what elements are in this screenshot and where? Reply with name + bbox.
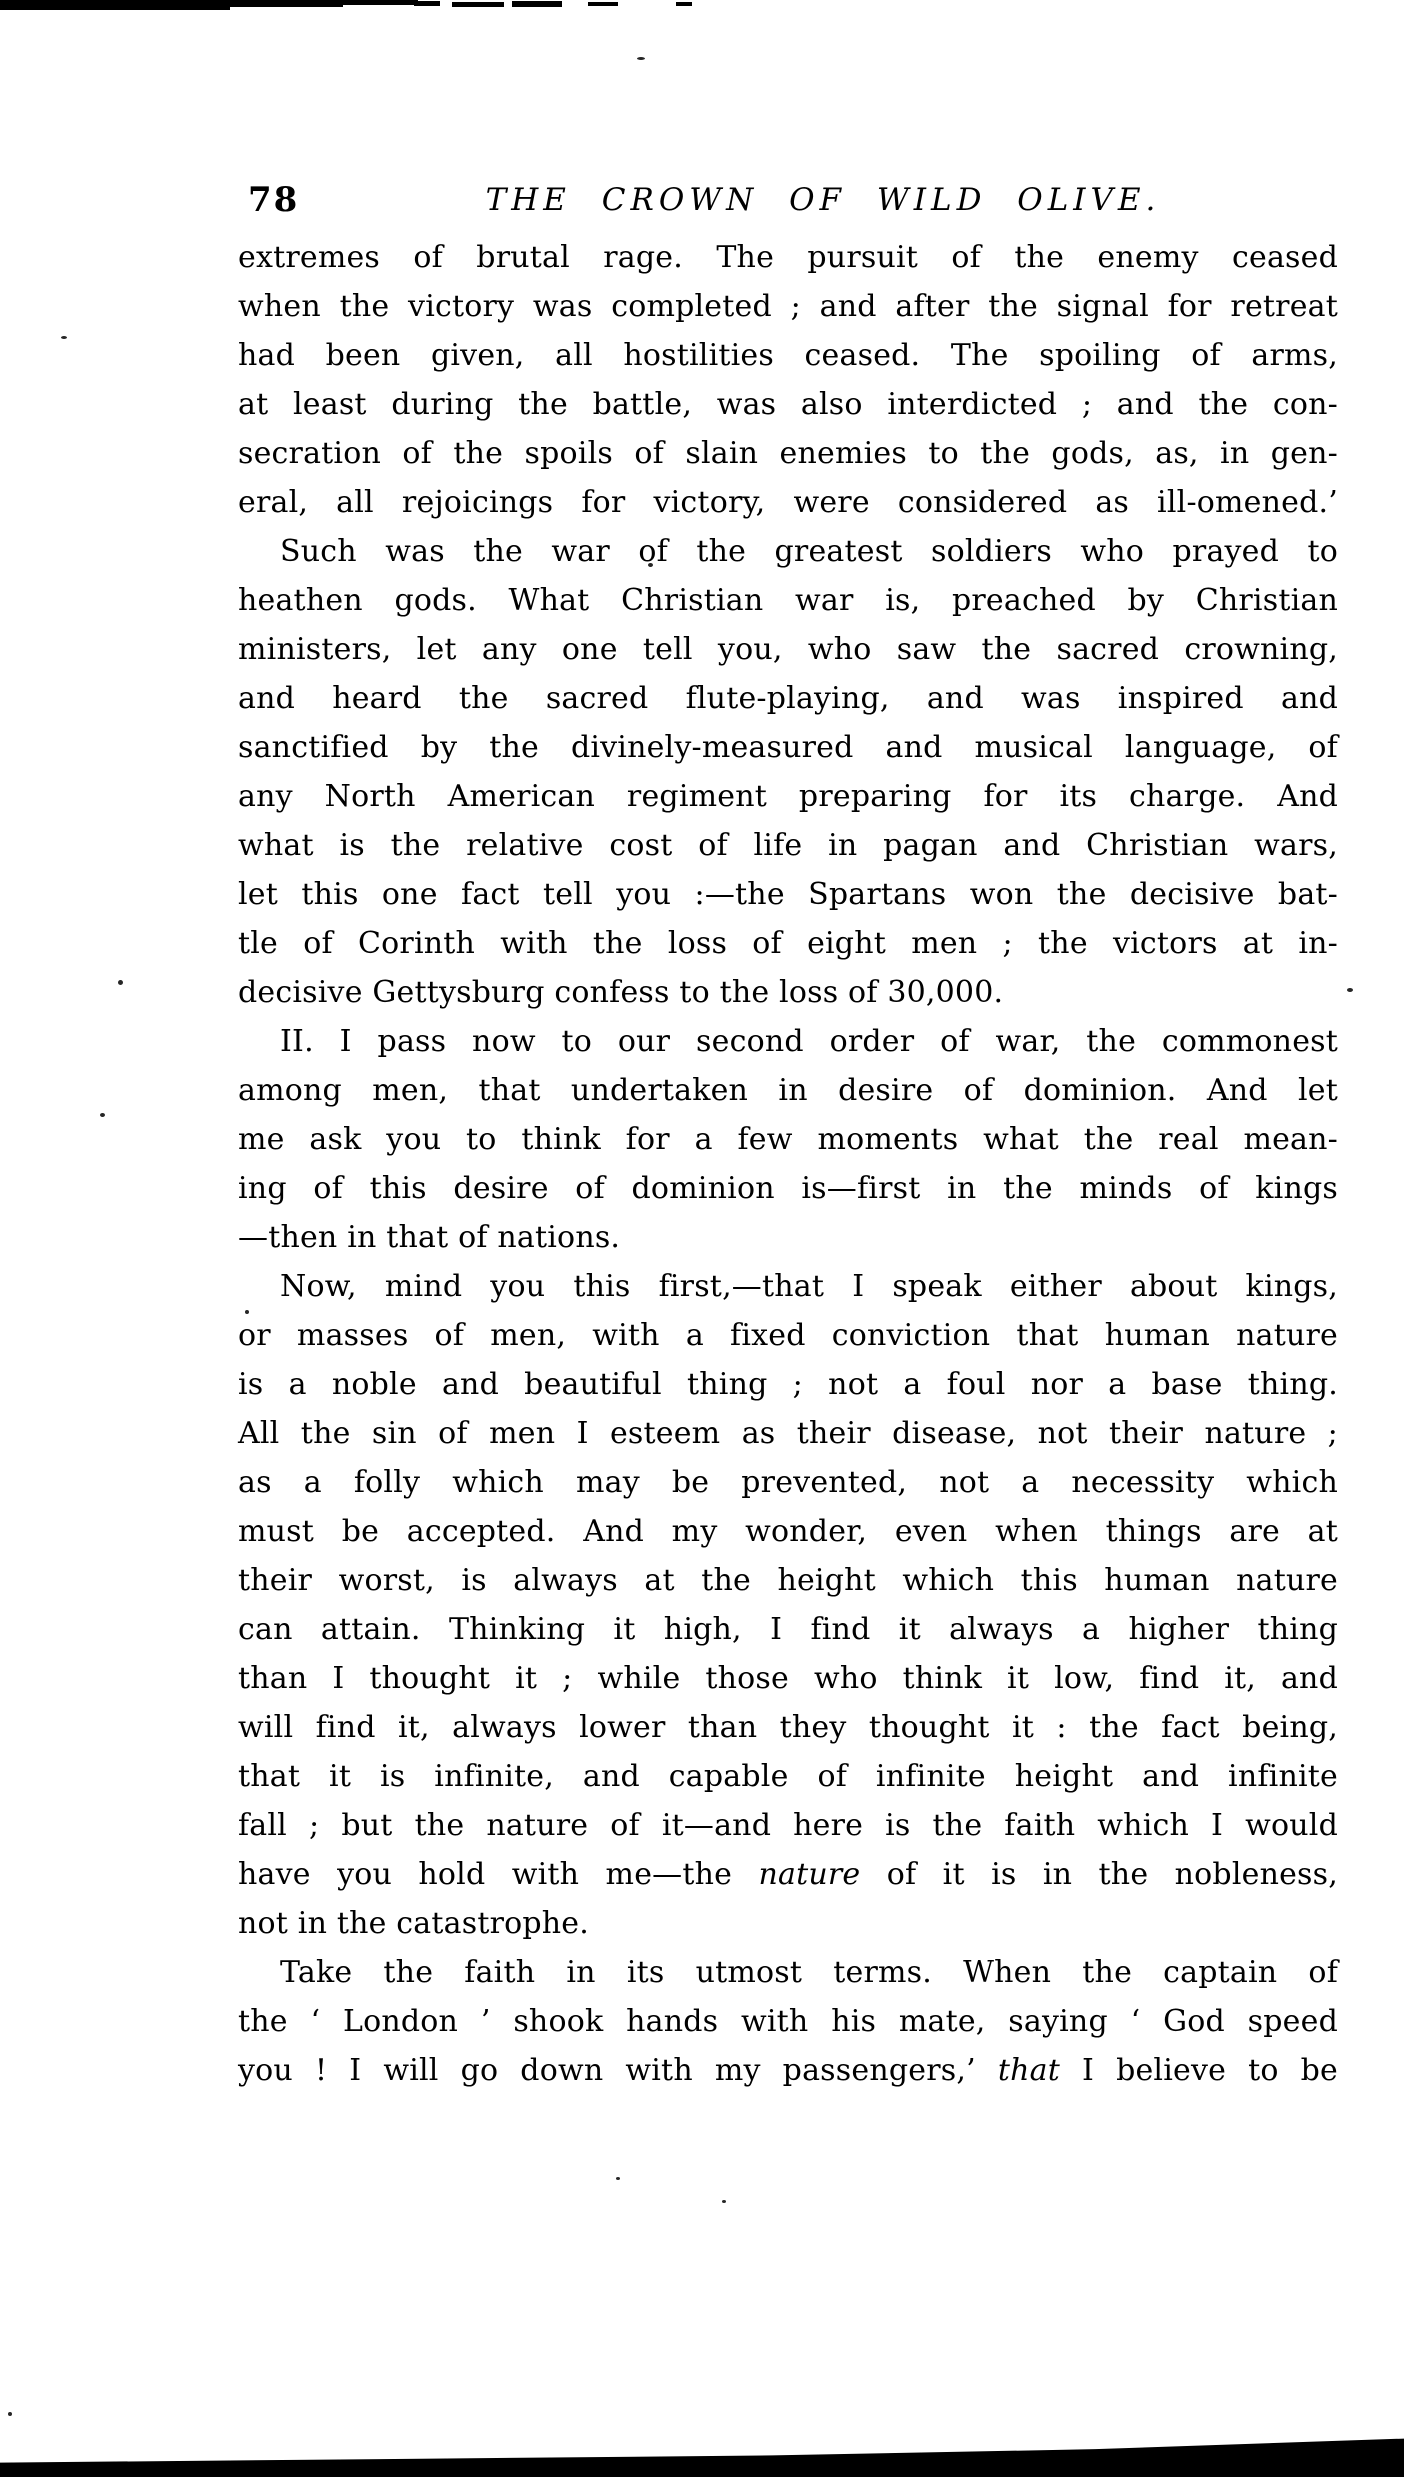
text-segment: the ‘ London ’ shook hands with his mate, saying ‘ God speed <box>238 2004 1338 2039</box>
text-line <box>238 478 1338 527</box>
text-segment: you ! I will go down with my passengers,’ <box>238 2053 998 2088</box>
text-segment: II. I pass now to our second order of war, the commonest <box>280 1024 1338 1059</box>
ink-speck <box>100 1113 105 1117</box>
text-segment: me ask you to think for a few moments what the real mean- <box>238 1122 1338 1157</box>
scan-artifact-top-edge <box>676 2 692 6</box>
scan-artifact-bottom-edge <box>0 2429 1404 2477</box>
text-segment: or masses of men, with a fixed conviction that human nature <box>238 1318 1338 1353</box>
text-line <box>238 1213 1338 1262</box>
text-line <box>238 1458 1338 1507</box>
text-segment: have you hold with me—the <box>238 1857 759 1892</box>
page-body <box>238 233 1338 2095</box>
text-segment: than I thought it ; while those who think it low, find it, and <box>238 1661 1338 1696</box>
text-segment: All the sin of men I esteem as their disease, not their nature ; <box>238 1416 1338 1451</box>
ink-speck <box>1347 988 1353 992</box>
ink-speck <box>637 57 645 60</box>
scan-artifact-top-edge <box>414 1 440 6</box>
scan-artifact-top-edge <box>225 0 343 7</box>
text-segment: extremes of brutal rage. The pursuit of the enemy ceased <box>238 240 1338 275</box>
text-segment: Take the faith in its utmost terms. When the captain of <box>280 1955 1338 1990</box>
text-segment: what is the relative cost of life in pagan and Christian wars, <box>238 828 1338 863</box>
text-line <box>238 625 1338 674</box>
text-line <box>238 1507 1338 1556</box>
text-segment: I believe to be <box>1059 2053 1339 2088</box>
text-line <box>238 331 1338 380</box>
text-segment: let this one fact tell you :—the Spartans won the decisive bat- <box>238 877 1338 912</box>
text-segment: fall ; but the nature of it—and here is the faith which I would <box>238 1808 1338 1843</box>
text-line <box>238 380 1338 429</box>
scan-artifact-top-edge <box>588 2 618 6</box>
ink-speck <box>118 980 123 985</box>
text-segment: that it is infinite, and capable of infinite height and infinite <box>238 1759 1338 1794</box>
text-line <box>238 1801 1338 1850</box>
text-segment: Now, mind you this first,—that I speak either about kings, <box>280 1269 1338 1304</box>
text-segment: is a noble and beautiful thing ; not a foul nor a base thing. <box>238 1367 1338 1402</box>
text-segment: sanctified by the divinely-measured and musical language, of <box>238 730 1338 765</box>
text-segment: ing of this desire of dominion is—first in the minds of kings <box>238 1171 1338 1206</box>
scan-artifact-top-edge <box>0 0 230 10</box>
ink-speck <box>722 2200 726 2203</box>
text-line <box>238 1654 1338 1703</box>
text-segment: as a folly which may be prevented, not a necessity which <box>238 1465 1338 1500</box>
text-line <box>238 674 1338 723</box>
text-line <box>238 1164 1338 1213</box>
text-segment: at least during the battle, was also interdicted ; and the con- <box>238 387 1338 422</box>
paragraph <box>238 1948 1338 2095</box>
text-line <box>238 821 1338 870</box>
text-segment: and heard the sacred flute-playing, and was inspired and <box>238 681 1338 716</box>
text-line <box>238 429 1338 478</box>
text-line <box>238 1066 1338 1115</box>
text-segment: must be accepted. And my wonder, even when things are at <box>238 1514 1338 1549</box>
text-line <box>238 1997 1338 2046</box>
text-line <box>238 1556 1338 1605</box>
text-segment: among men, that undertaken in desire of dominion. And let <box>238 1073 1338 1108</box>
scan-artifact-top-edge <box>338 0 418 5</box>
text-segment: will find it, always lower than they thought it : the fact being, <box>238 1710 1338 1745</box>
text-line <box>238 1850 1338 1899</box>
text-segment: ministers, let any one tell you, who saw the sacred crowning, <box>238 632 1338 667</box>
text-segment: any North American regiment preparing for its charge. And <box>238 779 1338 814</box>
text-segment: eral, all rejoicings for victory, were considered as ill-omened.’ <box>238 485 1338 520</box>
text-segment: had been given, all hostilities ceased. The spoiling of arms, <box>238 338 1338 373</box>
italic-word: that <box>997 2053 1060 2088</box>
ink-speck <box>616 2177 620 2180</box>
text-line <box>238 968 1338 1017</box>
italic-word: nature <box>758 1857 861 1892</box>
text-segment: heathen gods. What Christian war is, preached by Christian <box>238 583 1338 618</box>
paragraph <box>238 1262 1338 1948</box>
text-line <box>238 772 1338 821</box>
text-segment: their worst, is always at the height which this human nature <box>238 1563 1338 1598</box>
text-line <box>238 1752 1338 1801</box>
text-line <box>238 1115 1338 1164</box>
paragraph <box>238 233 1338 527</box>
page-number: 78 <box>248 180 300 220</box>
running-title: THE CROWN OF WILD OLIVE. <box>485 182 1161 218</box>
text-line <box>238 1899 1338 1948</box>
text-line <box>238 1017 1338 1066</box>
text-line <box>238 1948 1338 1997</box>
text-segment: tle of Corinth with the loss of eight men ; the victors at in- <box>238 926 1338 961</box>
text-line <box>238 1360 1338 1409</box>
paragraph <box>238 1017 1338 1262</box>
text-segment: of it is in the nobleness, <box>860 1857 1338 1892</box>
text-line <box>238 576 1338 625</box>
text-segment: can attain. Thinking it high, I find it always a higher thing <box>238 1612 1338 1647</box>
text-line <box>238 2046 1338 2095</box>
text-line <box>238 1409 1338 1458</box>
text-line <box>238 870 1338 919</box>
scan-artifact-top-edge <box>512 1 562 7</box>
scan-artifact-top-edge <box>452 2 504 7</box>
text-segment: decisive Gettysburg confess to the loss of 30,000. <box>238 975 1004 1010</box>
ink-speck <box>8 2412 12 2416</box>
text-line <box>238 919 1338 968</box>
text-line <box>238 527 1338 576</box>
text-line <box>238 723 1338 772</box>
text-segment: —then in that of nations. <box>238 1220 621 1255</box>
paragraph <box>238 527 1338 1017</box>
page-header <box>238 176 1338 226</box>
text-line <box>238 1311 1338 1360</box>
text-segment: not in the catastrophe. <box>238 1906 589 1941</box>
text-segment: when the victory was completed ; and after the signal for retreat <box>238 289 1338 324</box>
text-line <box>238 282 1338 331</box>
text-line <box>238 233 1338 282</box>
text-line <box>238 1703 1338 1752</box>
ink-speck <box>61 336 67 339</box>
text-line <box>238 1262 1338 1311</box>
text-segment: secration of the spoils of slain enemies to the gods, as, in gen- <box>238 436 1338 471</box>
text-line <box>238 1605 1338 1654</box>
text-segment: Such was the war of the greatest soldiers who prayed to <box>280 534 1338 569</box>
